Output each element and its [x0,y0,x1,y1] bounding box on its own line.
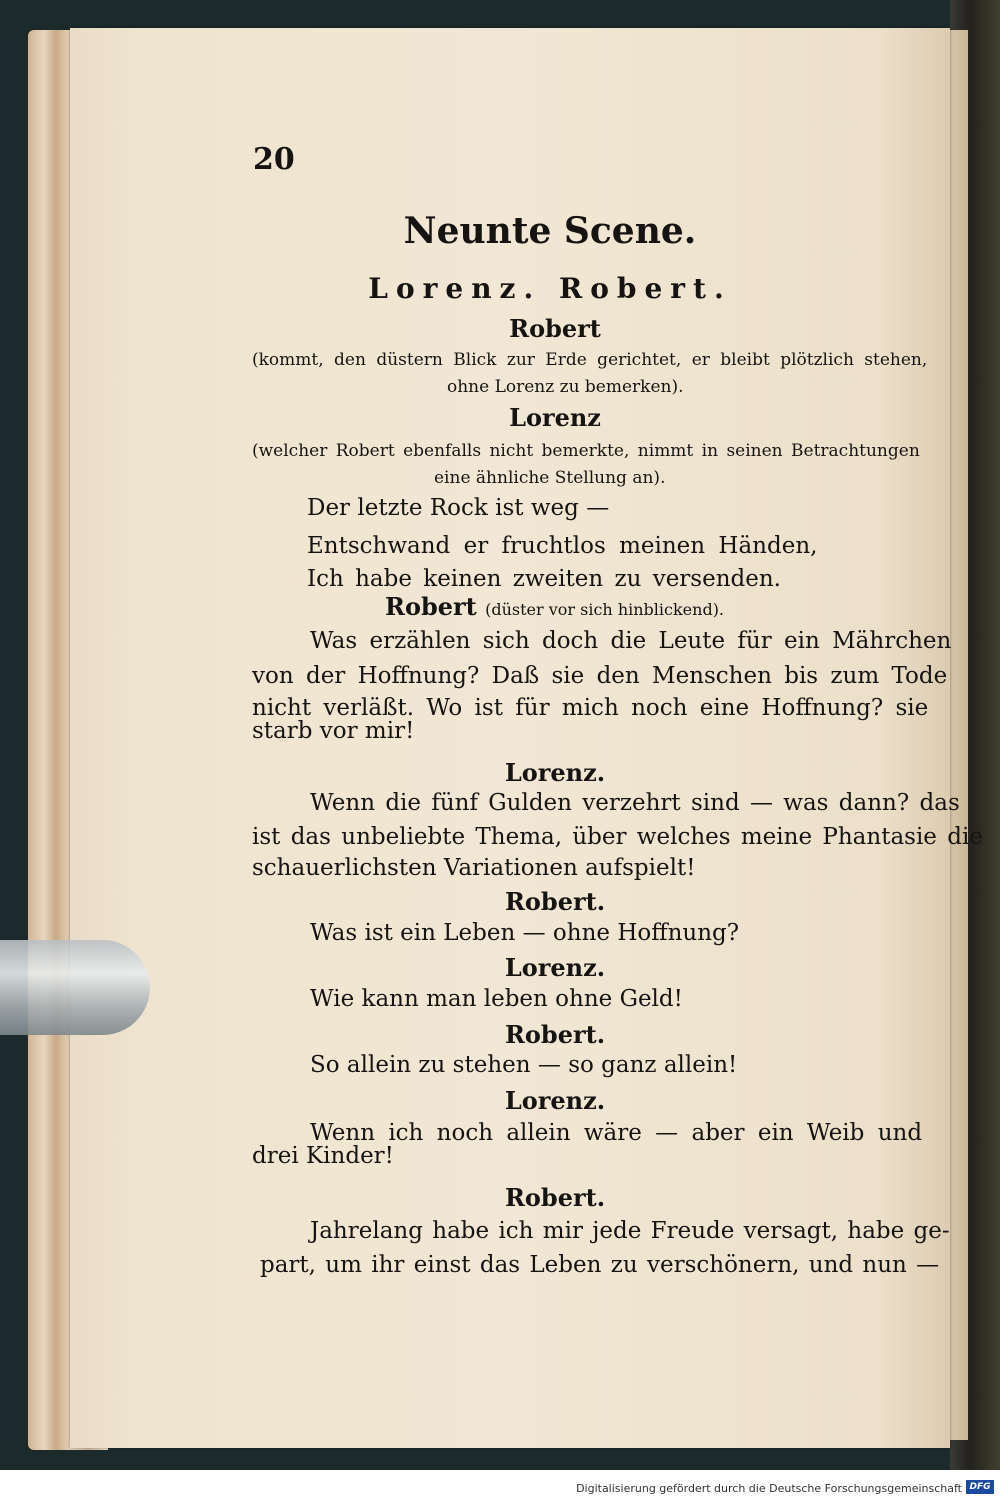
dialogue-line: So allein zu stehen — so ganz allein! [310,1052,738,1078]
stage-direction: ohne Lorenz zu bemerken). [447,377,684,397]
speaker-name [385,592,724,621]
speaker-name: Lorenz [509,403,601,432]
dialogue-line: Jahrelang habe ich mir jede Freude versagt, habe ge- [310,1218,950,1244]
speaker-name: Robert. [504,1020,606,1049]
stage-direction: (welcher Robert ebenfalls nicht bemerkte, nimmt in seinen Betrachtungen [252,441,920,461]
verse-line: Entschwand er fruchtlos meinen Händen, [307,533,818,559]
stage-direction: eine ähnliche Stellung an). [434,468,666,488]
dfg-logo-icon: DFG [966,1480,994,1494]
characters-line: Lorenz. Robert. [368,272,732,305]
dialogue-line: Wie kann man leben ohne Geld! [310,986,683,1012]
dialogue-line: Was erzählen sich doch die Leute für ein Mährchen [310,628,952,654]
speaker-name: Robert. [504,1183,606,1212]
footer-credit: Digitalisierung gefördert durch die Deutsche Forschungsgemeinschaft [576,1482,962,1495]
dialogue-line: Was ist ein Leben — ohne Hoffnung? [310,920,740,946]
dialogue-line: Wenn ich noch allein wäre — aber ein Weib und [310,1120,923,1146]
speaker-label: Robert [385,592,477,621]
dialogue-line: starb vor mir! [252,718,415,744]
dialogue-line: nicht verläßt. Wo ist für mich noch eine Hoffnung? sie [252,695,929,721]
dialogue-line: von der Hoffnung? Daß sie den Menschen bis zum Tode [252,663,948,689]
dialogue-line: Wenn die fünf Gulden verzehrt sind — was dann? das [310,790,960,816]
speaker-name: Robert [509,314,601,343]
scene-title: Neunte Scene. [403,210,697,252]
stage-direction: (kommt, den düstern Blick zur Erde gerichtet, er bleibt plötzlich stehen, [252,350,928,370]
dialogue-line: ist das unbeliebte Thema, über welches meine Phantasie die [252,824,983,850]
speaker-name: Lorenz. [504,953,606,982]
dialogue-line: part, um ihr einst das Leben zu verschönern, und nun — [260,1252,940,1278]
dialogue-line: drei Kinder! [252,1143,394,1169]
verse-line: Der letzte Rock ist weg — [307,495,610,521]
page-number: 20 [253,142,295,177]
speaker-name: Lorenz. [504,1086,606,1115]
stage-direction: (düster vor sich hinblickend). [485,600,725,619]
speaker-name: Robert. [504,887,606,916]
dialogue-line: schauerlichsten Variationen aufspielt! [252,855,696,881]
speaker-name: Lorenz. [504,758,606,787]
verse-line: Ich habe keinen zweiten zu versenden. [307,566,781,592]
